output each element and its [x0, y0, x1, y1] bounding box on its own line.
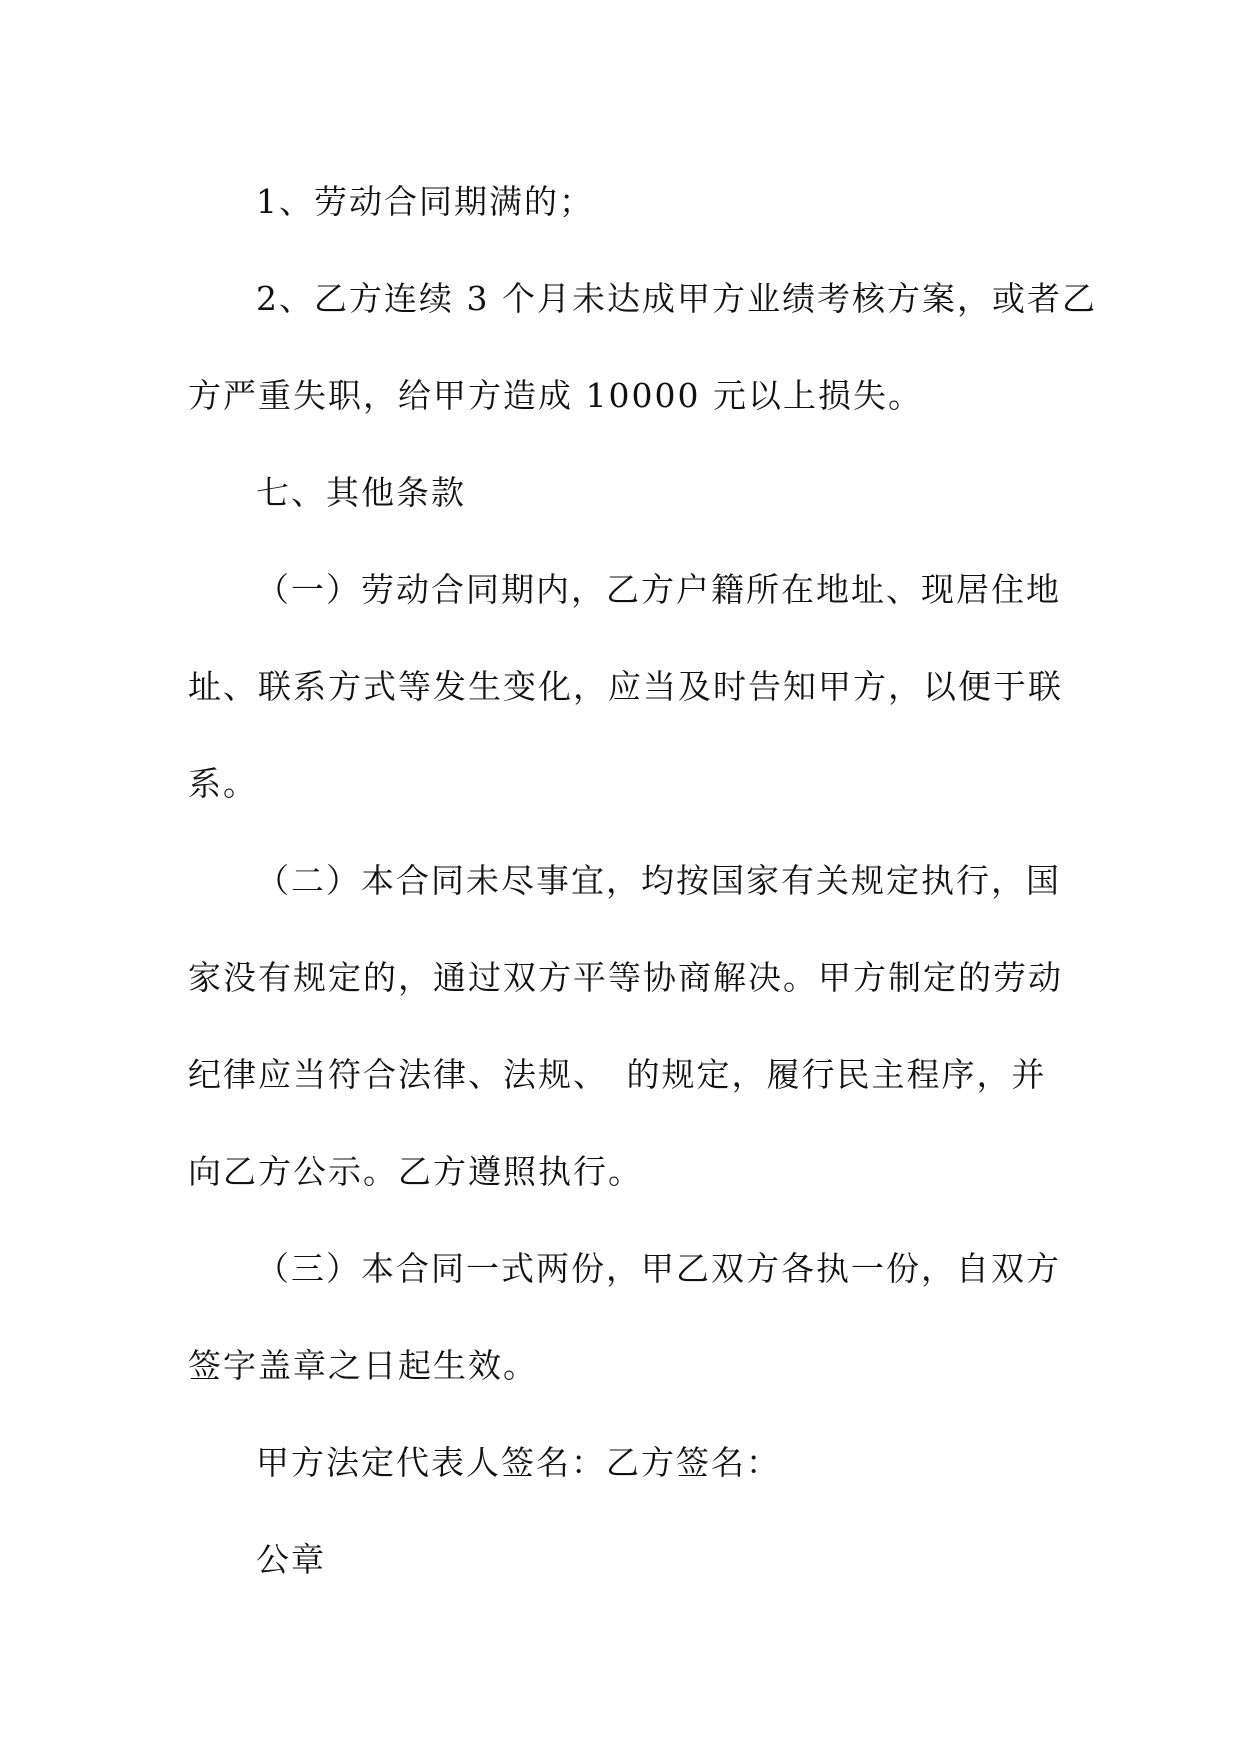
term-2-end: 向乙方公示。乙方遵照执行。	[188, 1152, 643, 1191]
official-seal-label: 公章	[256, 1540, 326, 1579]
term-2: （二）本合同未尽事宜，均按国家有关规定执行，国	[256, 861, 1061, 900]
term-1-end: 系。	[188, 764, 258, 803]
clause-item-2: 2、乙方连续 3 个月未达成甲方业绩考核方案，或者乙	[256, 279, 1097, 318]
signature-line: 甲方法定代表人签名：乙方签名：	[256, 1443, 781, 1482]
term-3: （三）本合同一式两份，甲乙双方各执一份，自双方	[256, 1249, 1061, 1288]
term-2-continued: 家没有规定的，通过双方平等协商解决。甲方制定的劳动	[188, 958, 1063, 997]
section-heading-other-terms: 七、其他条款	[256, 473, 466, 512]
clause-item-2-continued: 方严重失职，给甲方造成 10000 元以上损失。	[188, 376, 923, 415]
term-1: （一）劳动合同期内，乙方户籍所在地址、现居住地	[256, 570, 1061, 609]
term-1-continued: 址、联系方式等发生变化，应当及时告知甲方，以便于联	[188, 667, 1063, 706]
clause-item-1: 1、劳动合同期满的；	[256, 182, 594, 221]
term-3-end: 签字盖章之日起生效。	[188, 1346, 538, 1385]
term-2-continued-2: 纪律应当符合法律、法规、 的规定，履行民主程序，并	[188, 1055, 1047, 1094]
